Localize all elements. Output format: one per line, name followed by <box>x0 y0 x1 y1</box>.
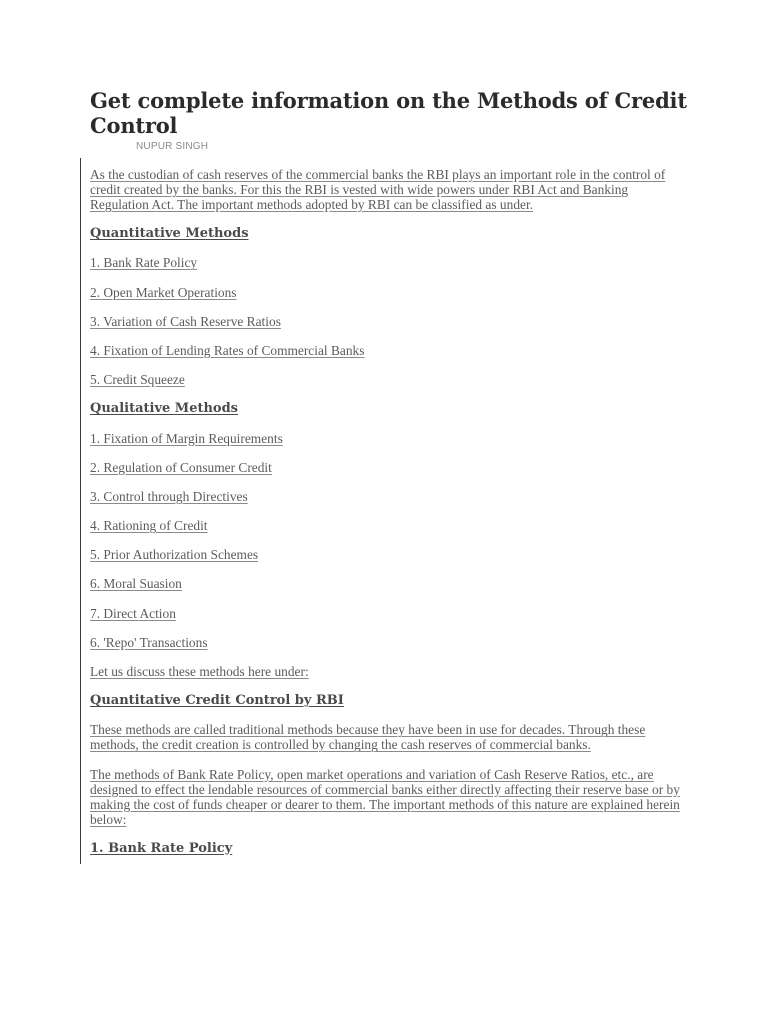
list-item[interactable]: 3. Variation of Cash Reserve Ratios <box>90 313 281 329</box>
list-item[interactable]: 2. Open Market Operations <box>90 284 237 300</box>
intro-paragraph[interactable]: As the custodian of cash reserves of the commercial banks the RBI plays an important role in the control of credit created by the banks. For this the RBI is vested with wide powers under RBI Act and Banking Regulation Act. The important methods adopted by RBI can be classified as under. <box>90 167 666 212</box>
list-item[interactable]: 4. Fixation of Lending Rates of Commercial Banks <box>90 342 365 358</box>
list-item[interactable]: 5. Prior Authorization Schemes <box>90 547 259 563</box>
left-margin-rule <box>80 158 81 864</box>
list-item[interactable]: 7. Direct Action <box>90 605 176 621</box>
bank-rate-policy-heading[interactable]: 1. Bank Rate Policy <box>90 840 233 856</box>
list-item[interactable]: 2. Regulation of Consumer Credit <box>90 459 272 475</box>
article-body <box>90 167 690 856</box>
body-paragraph[interactable]: These methods are called traditional methods because they have been in use for decades. Through these methods, the credit creation is controlled by changing the cash reserves of commercial banks. <box>90 722 646 753</box>
list-item[interactable]: 6. 'Repo' Transactions <box>90 634 208 650</box>
qualitative-methods-heading[interactable]: Qualitative Methods <box>90 401 238 417</box>
discuss-line[interactable]: Let us discuss these methods here under: <box>90 664 309 679</box>
list-item[interactable]: 1. Fixation of Margin Requirements <box>90 430 283 446</box>
quantitative-credit-control-heading[interactable]: Quantitative Credit Control by RBI <box>90 693 344 709</box>
list-item[interactable]: 6. Moral Suasion <box>90 576 182 592</box>
author-name: NUPUR SINGH <box>136 141 209 152</box>
article-title: Get complete information on the Methods of Credit Control <box>90 88 687 138</box>
body-paragraph[interactable]: The methods of Bank Rate Policy, open market operations and variation of Cash Reserve Ratios, etc., are designed to effect the lendable resources of commercial banks either directly affecting their reserve base or by making the cost of funds cheaper or dearer to them. The important methods of this nature are explained herein below: <box>90 766 680 827</box>
list-item[interactable]: 3. Control through Directives <box>90 488 248 504</box>
list-item[interactable]: 4. Rationing of Credit <box>90 518 208 534</box>
list-item[interactable]: 1. Bank Rate Policy <box>90 255 198 271</box>
quantitative-methods-heading[interactable]: Quantitative Methods <box>90 226 249 242</box>
list-item[interactable]: 5. Credit Squeeze <box>90 372 185 388</box>
